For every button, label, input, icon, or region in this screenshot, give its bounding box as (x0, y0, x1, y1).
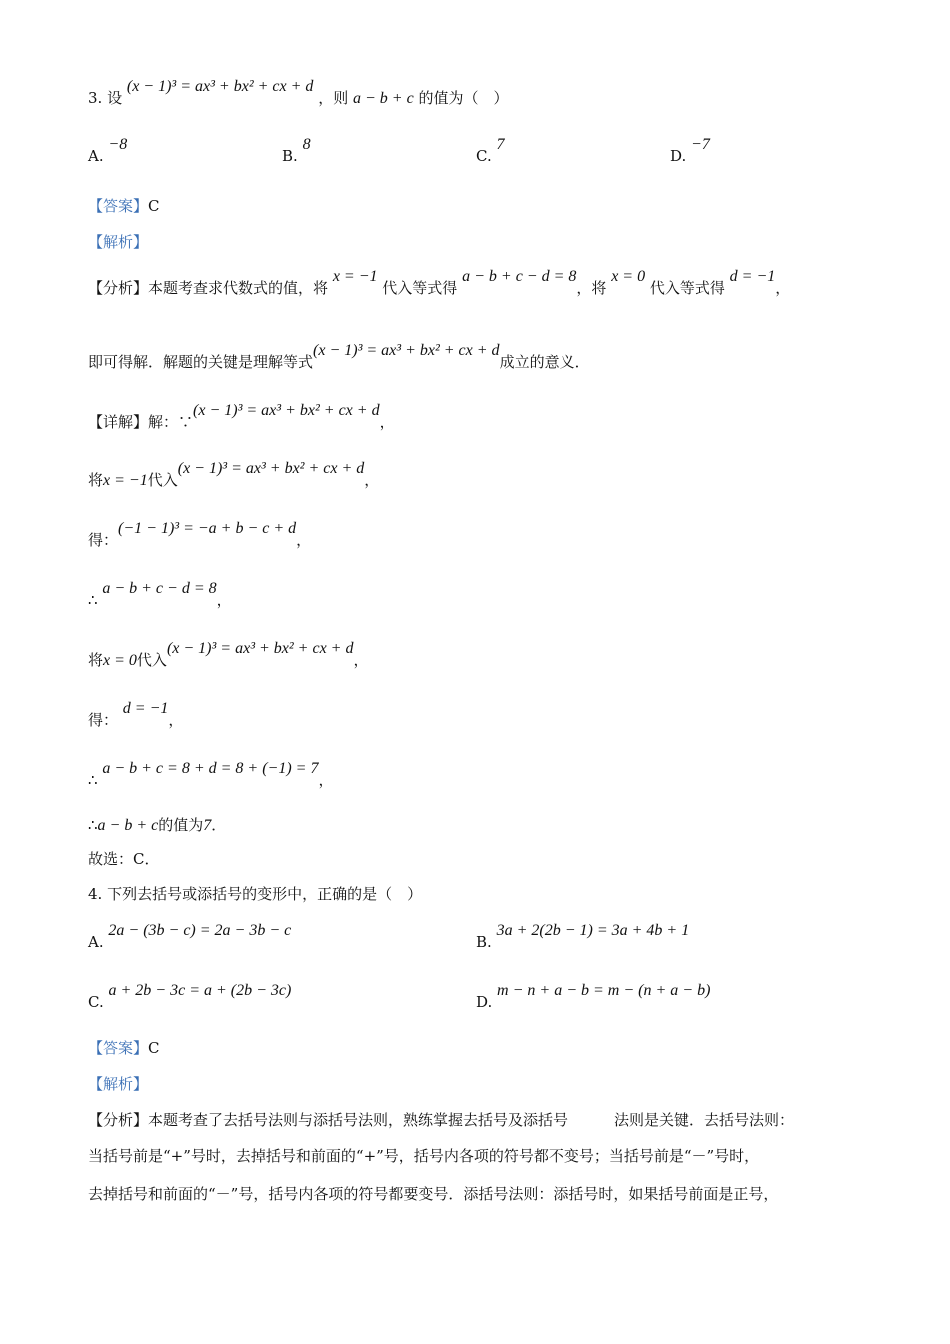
text: 本题考查了去括号法则与添括号法则，熟练掌握去括号及添括号 (148, 1111, 569, 1129)
text: ∴ (88, 771, 98, 789)
q3-choice (88, 849, 159, 869)
math: (−1 − 1)³ = −a + b − c + d (118, 520, 297, 537)
q3-number: 3. 设 (88, 89, 123, 107)
math: a − b + c (97, 817, 159, 834)
q3-step-7 (88, 815, 226, 836)
math: (x − 1)³ = ax³ + bx² + cx + d (166, 640, 354, 657)
text: ，将 (576, 279, 607, 297)
q4-option-b[interactable] (476, 922, 690, 953)
option-value: 7 (496, 136, 505, 153)
math: a − b + c = 8 + d = 8 + (−1) = 7 (102, 760, 319, 777)
option-label: B. (282, 147, 298, 165)
text: ， (379, 413, 395, 431)
q3-detail-heading (88, 402, 395, 433)
fenxi-tag: 【分析】 (88, 1111, 149, 1129)
q3-step-5 (88, 700, 184, 731)
option-value: −7 (691, 136, 710, 153)
q4-analysis-heading (88, 1074, 148, 1094)
option-label: D. (670, 147, 687, 165)
option-label: B. (476, 933, 492, 951)
q4-analysis-line1 (88, 1110, 794, 1130)
math: x = 0 (103, 652, 137, 669)
analysis-tag: 【解析】 (88, 1075, 149, 1093)
q3-step-4 (88, 640, 369, 671)
text: 即可得解．解题的关键是理解等式 (88, 353, 314, 371)
q3-step-3 (88, 580, 232, 611)
q3-text-tail: 的值为（ ） (418, 89, 509, 107)
q3-step-6 (88, 760, 334, 791)
text: 解：∵ (148, 413, 194, 431)
answer-value: C (148, 1039, 160, 1057)
q4-option-d[interactable] (476, 982, 711, 1013)
q3-text: ，则 (318, 89, 349, 107)
q4-stem (88, 884, 422, 904)
text: 本题考查求代数式的值，将 (148, 279, 329, 297)
text: 得： (88, 711, 119, 729)
text: ， (296, 531, 312, 549)
math: (x − 1)³ = ax³ + bx² + cx + d (177, 460, 365, 477)
q3-analysis-heading (88, 232, 148, 252)
text: 将 (88, 471, 104, 489)
text: 故选：C． (88, 850, 160, 868)
math: 7 (203, 817, 212, 834)
q4-option-a[interactable] (88, 922, 292, 953)
math: a − b + c − d = 8 (102, 580, 217, 597)
text: 代入等式得 (382, 279, 458, 297)
answer-tag: 【答案】 (88, 1039, 149, 1057)
math: (x − 1)³ = ax³ + bx² + cx + d (313, 342, 500, 359)
math: (x − 1)³ = ax³ + bx² + cx + d (193, 402, 380, 419)
text: 代入 (147, 471, 178, 489)
fenxi-tag: 【分析】 (88, 279, 149, 297)
math: d = −1 (122, 700, 169, 717)
q3-option-d[interactable] (670, 136, 710, 167)
text: ∴ (88, 816, 98, 834)
option-label: A. (88, 147, 104, 165)
text: 去掉括号和前面的“－”号，括号内各项的符号都要变号．添括号法则：添括号时，如果括号前面是正号， (88, 1185, 779, 1203)
text: ， (168, 711, 184, 729)
text: 将 (88, 651, 104, 669)
text: ． (211, 816, 227, 834)
text: ， (216, 591, 232, 609)
q3-stem (88, 78, 509, 109)
option-value: a + 2b − 3c = a + (2b − 3c) (108, 982, 292, 999)
detail-tag: 【详解】 (88, 413, 149, 431)
text: ， (353, 651, 369, 669)
q3-analysis-line2 (88, 342, 590, 373)
q4-analysis-line2 (88, 1146, 759, 1166)
math: d = −1 (729, 268, 776, 285)
math: x = −1 (332, 268, 378, 285)
option-label: C. (476, 147, 492, 165)
option-value: 8 (302, 136, 311, 153)
q3-target-expr: a − b + c (353, 90, 414, 107)
option-value: 2a − (3b − c) = 2a − 3b − c (108, 922, 292, 939)
option-label: D. (476, 993, 493, 1011)
text: ， (364, 471, 380, 489)
q4-answer (88, 1038, 160, 1058)
text: 的值为 (158, 816, 204, 834)
q3-option-b[interactable] (282, 136, 311, 167)
text: ， (318, 771, 334, 789)
text: 当括号前是“+”号时，去掉括号和前面的“+”号，括号内各项的符号都不变号；当括号前是“－”号时， (88, 1147, 760, 1165)
q3-step-1 (88, 460, 380, 491)
text: 代入 (136, 651, 167, 669)
text: ， (775, 279, 791, 297)
q3-analysis-line1 (88, 268, 791, 299)
answer-tag: 【答案】 (88, 197, 149, 215)
analysis-tag: 【解析】 (88, 233, 149, 251)
text: 代入等式得 (649, 279, 725, 297)
q4-analysis-line3 (88, 1184, 778, 1204)
option-value: −8 (108, 136, 128, 153)
math: a − b + c − d = 8 (462, 268, 577, 285)
q3-option-c[interactable] (476, 136, 505, 167)
option-label: A. (88, 933, 104, 951)
q3-answer (88, 196, 160, 216)
text: 得： (88, 531, 119, 549)
q4-option-c[interactable] (88, 982, 292, 1013)
option-label: C. (88, 993, 104, 1011)
math: x = 0 (611, 268, 646, 285)
answer-value: C (148, 197, 160, 215)
option-value: m − n + a − b = m − (n + a − b) (497, 982, 711, 999)
math: x = −1 (103, 472, 148, 489)
text: ∴ (88, 591, 98, 609)
text: 4. 下列去括号或添括号的变形中，正确的是（ ） (88, 885, 423, 903)
q3-equation: (x − 1)³ = ax³ + bx² + cx + d (126, 78, 314, 95)
q3-step-2 (88, 520, 312, 551)
text: 成立的意义． (499, 353, 590, 371)
option-value: 3a + 2(2b − 1) = 3a + 4b + 1 (496, 922, 690, 939)
q3-option-a[interactable] (88, 136, 128, 167)
text: 法则是关键．去括号法则： (614, 1111, 795, 1129)
